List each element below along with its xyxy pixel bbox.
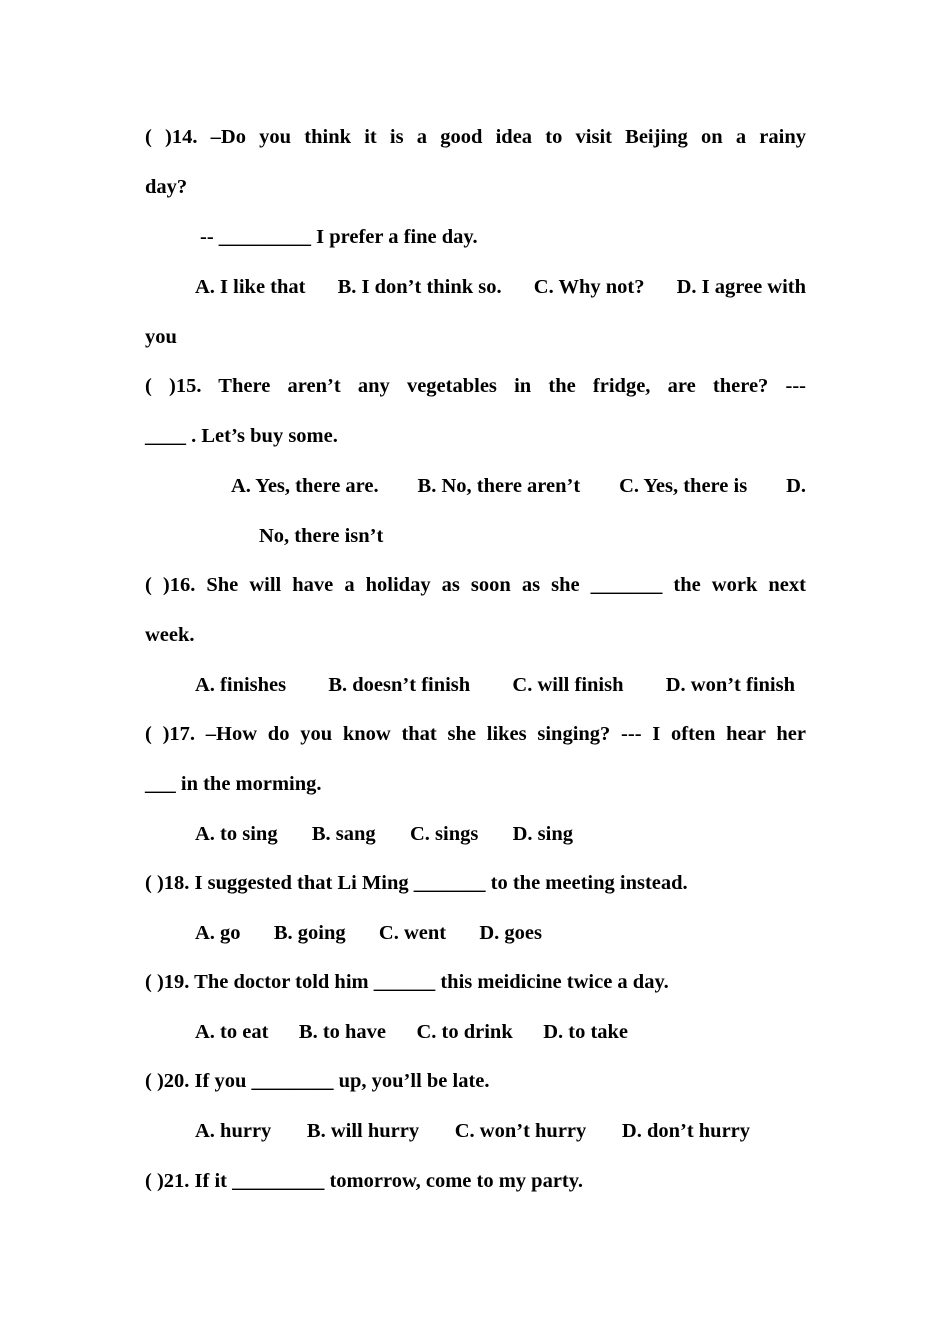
q17-option-a: A. to sing bbox=[195, 823, 278, 845]
q19-options bbox=[195, 1020, 628, 1044]
q18-option-d: D. goes bbox=[479, 922, 543, 944]
q15-options bbox=[231, 474, 806, 498]
q19-option-d: D. to take bbox=[543, 1021, 629, 1043]
q14-option-b: B. I don’t think so. bbox=[337, 276, 502, 298]
q15-option-c: C. Yes, there is bbox=[619, 475, 748, 497]
q14-option-d: D. I agree with bbox=[676, 276, 807, 298]
q20-stem-line1: ( )20. If you ________ up, you’ll be late. bbox=[145, 1070, 490, 1092]
q16-option-d: D. won’t finish bbox=[665, 674, 796, 696]
q14-stem-line1: ( )14. –Do you think it is a good idea to visit Beijing on a rainy bbox=[145, 126, 806, 148]
q20-options bbox=[195, 1119, 750, 1143]
q16-option-a: A. finishes bbox=[195, 674, 287, 696]
q17-option-c: C. sings bbox=[409, 823, 479, 845]
q20-option-d: D. don’t hurry bbox=[621, 1120, 751, 1142]
q21-stem-line1: ( )21. If it _________ tomorrow, come to my party. bbox=[145, 1170, 584, 1192]
q16-stem-line1: ( )16. She will have a holiday as soon as she _______ the work next bbox=[145, 574, 806, 596]
q18-options bbox=[195, 921, 542, 945]
q16-option-b: B. doesn’t finish bbox=[328, 674, 471, 696]
q18-option-b: B. going bbox=[273, 922, 346, 944]
q17-option-d: D. sing bbox=[512, 823, 573, 845]
q19-option-b: B. to have bbox=[298, 1021, 387, 1043]
q18-option-c: C. went bbox=[378, 922, 447, 944]
q18-stem-line1: ( )18. I suggested that Li Ming _______ to the meeting instead. bbox=[145, 872, 688, 894]
q19-option-a: A. to eat bbox=[195, 1021, 269, 1043]
q16-options bbox=[195, 673, 795, 697]
q15-option-a: A. Yes, there are. bbox=[231, 475, 379, 497]
q14-option-a: A. I like that bbox=[195, 276, 306, 298]
q17-stem-line1: ( )17. –How do you know that she likes singing? --- I often hear her bbox=[145, 723, 806, 745]
q17-option-b: B. sang bbox=[311, 823, 376, 845]
q17-stem-line2: ___ in the morming. bbox=[145, 773, 322, 795]
q19-option-c: C. to drink bbox=[416, 1021, 513, 1043]
q20-option-a: A. hurry bbox=[195, 1120, 272, 1142]
q15-option-d-text: No, there isn’t bbox=[259, 525, 384, 547]
q14-option-d-continued: you bbox=[145, 326, 177, 348]
q16-option-c: C. will finish bbox=[512, 674, 624, 696]
q14-option-c: C. Why not? bbox=[533, 276, 645, 298]
q15-stem-line1: ( )15. There aren’t any vegetables in the fridge, are there? --- bbox=[145, 375, 806, 397]
q15-option-b: B. No, there aren’t bbox=[417, 475, 581, 497]
q20-option-b: B. will hurry bbox=[306, 1120, 420, 1142]
q14-response-line: -- _________ I prefer a fine day. bbox=[200, 226, 478, 248]
q15-stem-line2: ____ . Let’s buy some. bbox=[145, 425, 338, 447]
q14-options bbox=[195, 275, 806, 299]
q14-stem-line2: day? bbox=[145, 176, 188, 198]
q18-option-a: A. go bbox=[195, 922, 241, 944]
q17-options bbox=[195, 822, 573, 846]
q20-option-c: C. won’t hurry bbox=[454, 1120, 587, 1142]
q16-stem-line2: week. bbox=[145, 624, 195, 646]
q15-option-d-label: D. bbox=[786, 475, 806, 497]
q19-stem-line1: ( )19. The doctor told him ______ this meidicine twice a day. bbox=[145, 971, 669, 993]
